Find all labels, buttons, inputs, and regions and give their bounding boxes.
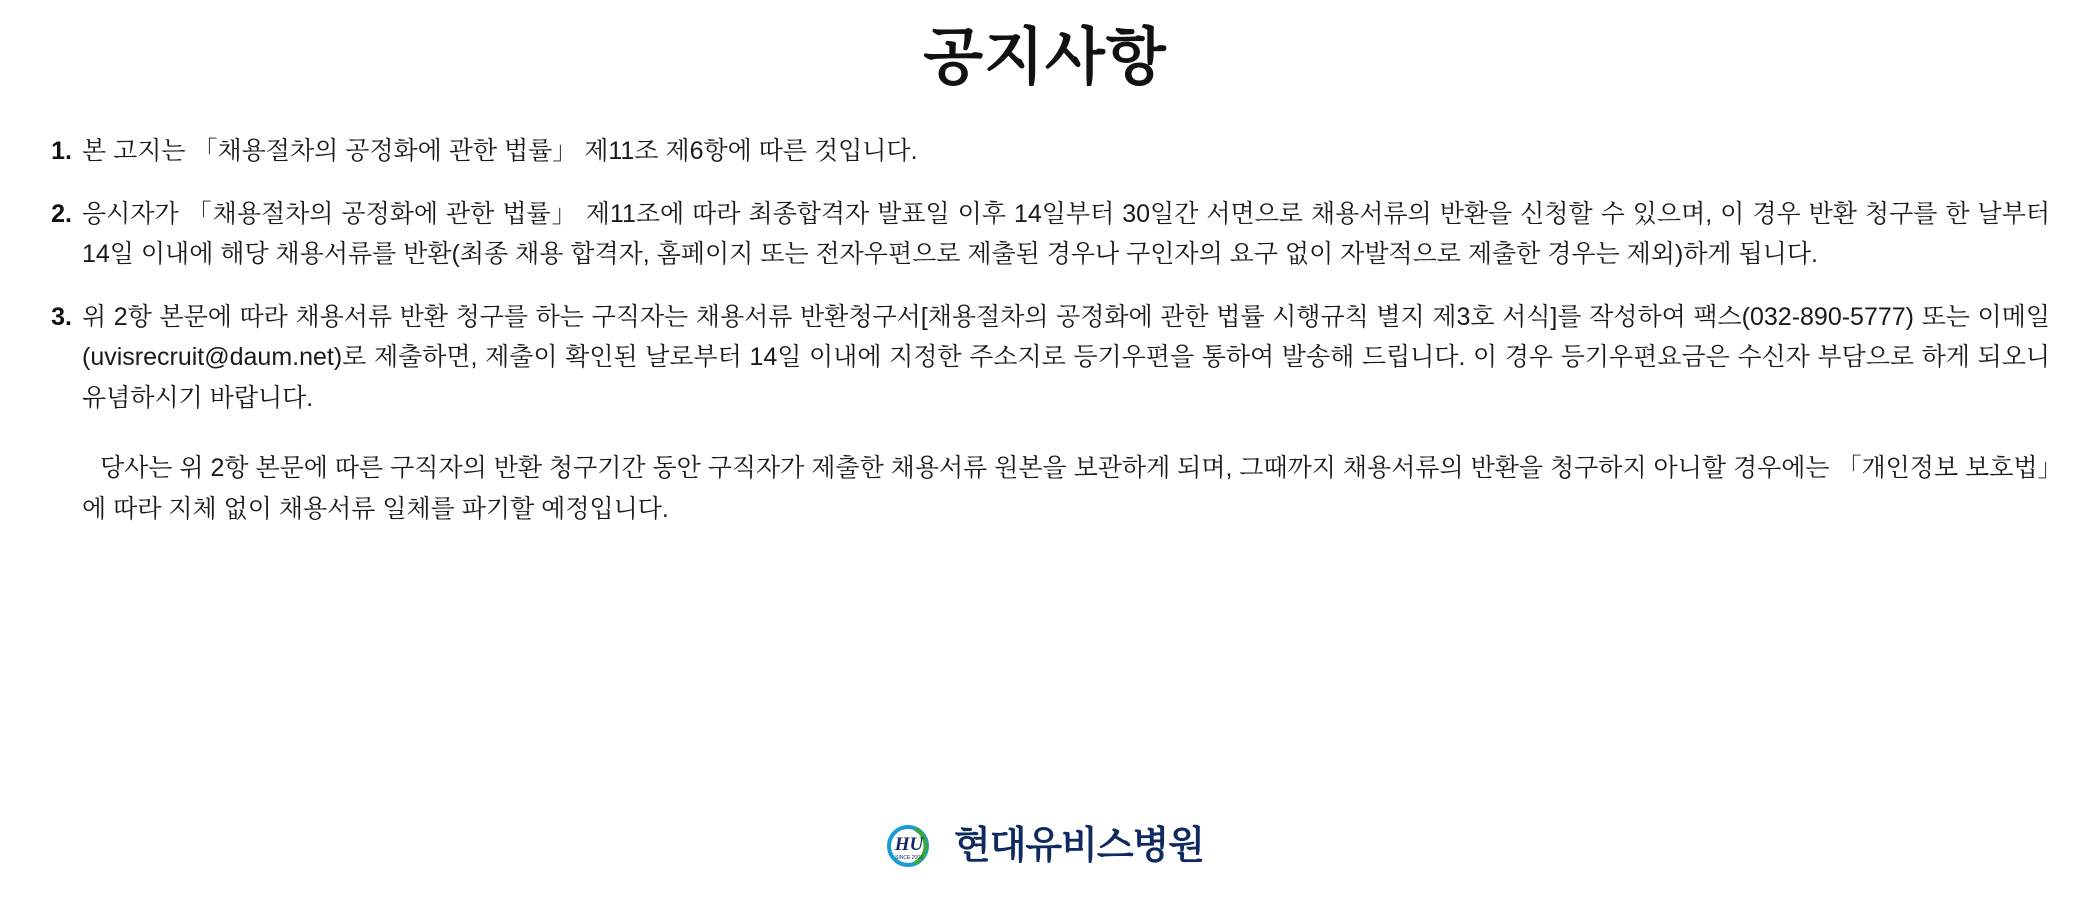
svg-text:SINCE 2001: SINCE 2001 — [895, 855, 923, 861]
list-item-number: 2. — [51, 199, 72, 228]
list-item — [40, 131, 2050, 172]
list-item-text: 본 고지는 「채용절차의 공정화에 관한 법률」 제11조 제6항에 따른 것입니다. — [82, 137, 918, 166]
list-item — [40, 194, 2050, 275]
footer — [0, 820, 2090, 872]
list-item-number: 3. — [51, 302, 72, 331]
hospital-logo — [886, 820, 1204, 872]
list-item — [40, 297, 2050, 419]
list-item-text: 당사는 위 2항 본문에 따른 구직자의 반환 청구기간 동안 구직자가 제출한 채용서류 원본을 보관하게 되며, 그때까지 채용서류의 반환을 청구하지 아니할 경우에는 「개인정보 보호법」에 따라 지체 없이 채용서류 일체를 파기할 예정입니다. — [82, 454, 2050, 523]
hospital-logo-icon — [886, 820, 944, 872]
list-item-number: 1. — [51, 137, 72, 166]
list-item-text: 응시자가 「채용절차의 공정화에 관한 법률」 제11조에 따라 최종합격자 발표일 이후 14일부터 30일간 서면으로 채용서류의 반환을 신청할 수 있으며, 이 경우 반환 청구를 한 날부터 14일 이내에 해당 채용서류를 반환(최종 채용 합격자, 홈페이지 또는 전자우편으로 제출된 경우나 구인자의 요구 없이 자발적으로 제출한 경우는 제외)하게 됩니다. — [82, 199, 2050, 269]
svg-text:HU: HU — [894, 834, 924, 855]
page-title: 공지사항 — [923, 23, 1167, 92]
list-item-text: 위 2항 본문에 따라 채용서류 반환 청구를 하는 구직자는 채용서류 반환청구서[채용절차의 공정화에 관한 법률 시행규칙 별지 제3호 서식]를 작성하여 팩스(032-890-5777) 또는 이메일(uvisrecruit@daum.net)로 제출하면, 제출이 확인된 날로부터 14일 이내에 지정한 주소지로 등기우편을 통하여 발송해 드립니다. 이 경우 등기우편요금은 수신자 부담으로 하게 되오니 유념하시기 바랍니다. — [82, 302, 2050, 412]
notice-page — [0, 22, 2090, 914]
hospital-name: 현대유비스병원 — [954, 825, 1204, 867]
list-item — [40, 448, 2050, 529]
notice-list — [40, 131, 2050, 529]
